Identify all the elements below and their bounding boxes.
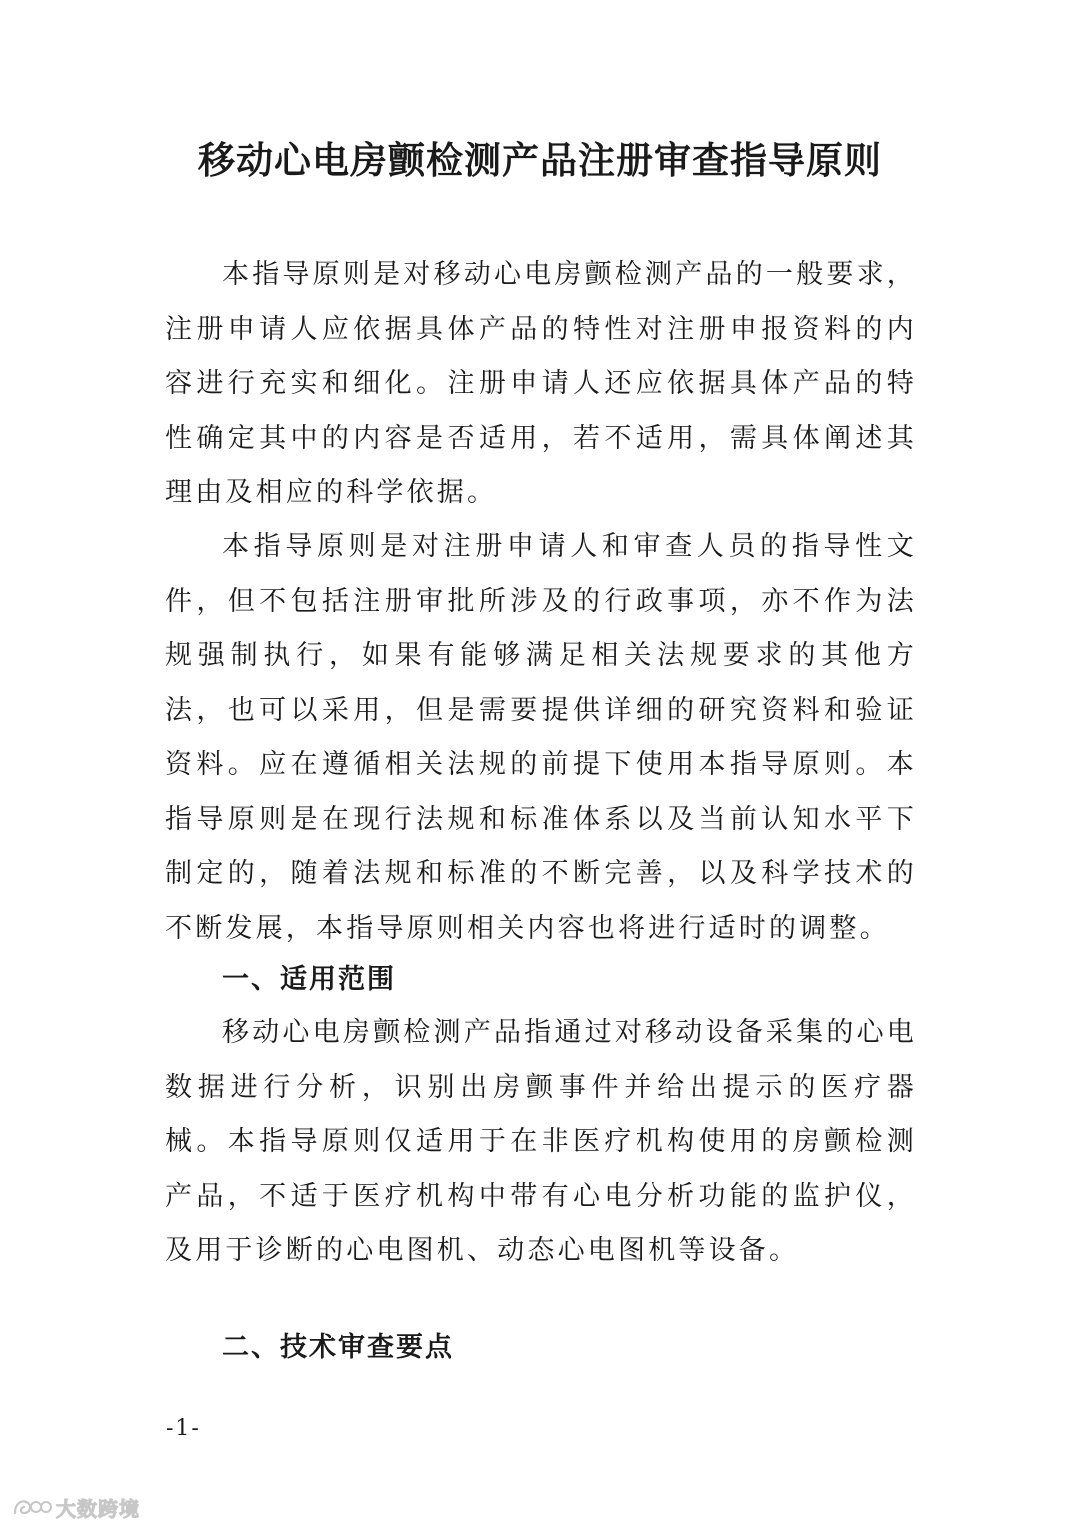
document-title: 移动心电房颤检测产品注册审查指导原则 [198, 139, 882, 182]
paragraph-scope-intro: 本指导原则是对移动心电房颤检测产品的一般要求，注册申请人应依据具体产品的特性对注册申报资料的内容进行充实和细化。注册申请人还应依据具体产品的特性确定其中的内容是否适用，若不适用，需具体阐述其理由及相应的科学依据。 [165, 259, 917, 508]
section-heading-scope: 一、适用范围 [222, 964, 396, 995]
paragraph-scope-definition: 移动心电房颤检测产品指通过对移动设备采集的心电数据进行分析，识别出房颤事件并给出提示的医疗器械。本指导原则仅适用于在非医疗机构使用的房颤检测产品，不适于医疗机构中带有心电分析功能的监护仪，及用于诊断的心电图机、动态心电图机等设备。 [165, 1017, 917, 1266]
watermark-text: 大数跨境 [56, 1496, 140, 1521]
paragraph-guidance-nature: 本指导原则是对注册申请人和审查人员的指导性文件，但不包括注册审批所涉及的行政事项，亦不作为法规强制执行，如果有能够满足相关法规要求的其他方法，也可以采用，但是需要提供详细的研究资料和验证资料。应在遵循相关法规的前提下使用本指导原则。本指导原则是在现行法规和标准体系以及当前认知水平下制定的，随着法规和标准的不断完善，以及科学技术的不断发展，本指导原则相关内容也将进行适时的调整。 [165, 531, 917, 944]
page-number: -1- [166, 1416, 201, 1441]
watermark [12, 1492, 140, 1522]
dashuju-logo-icon [12, 1495, 52, 1519]
section-heading-technical-review: 二、技术审查要点 [222, 1332, 454, 1363]
